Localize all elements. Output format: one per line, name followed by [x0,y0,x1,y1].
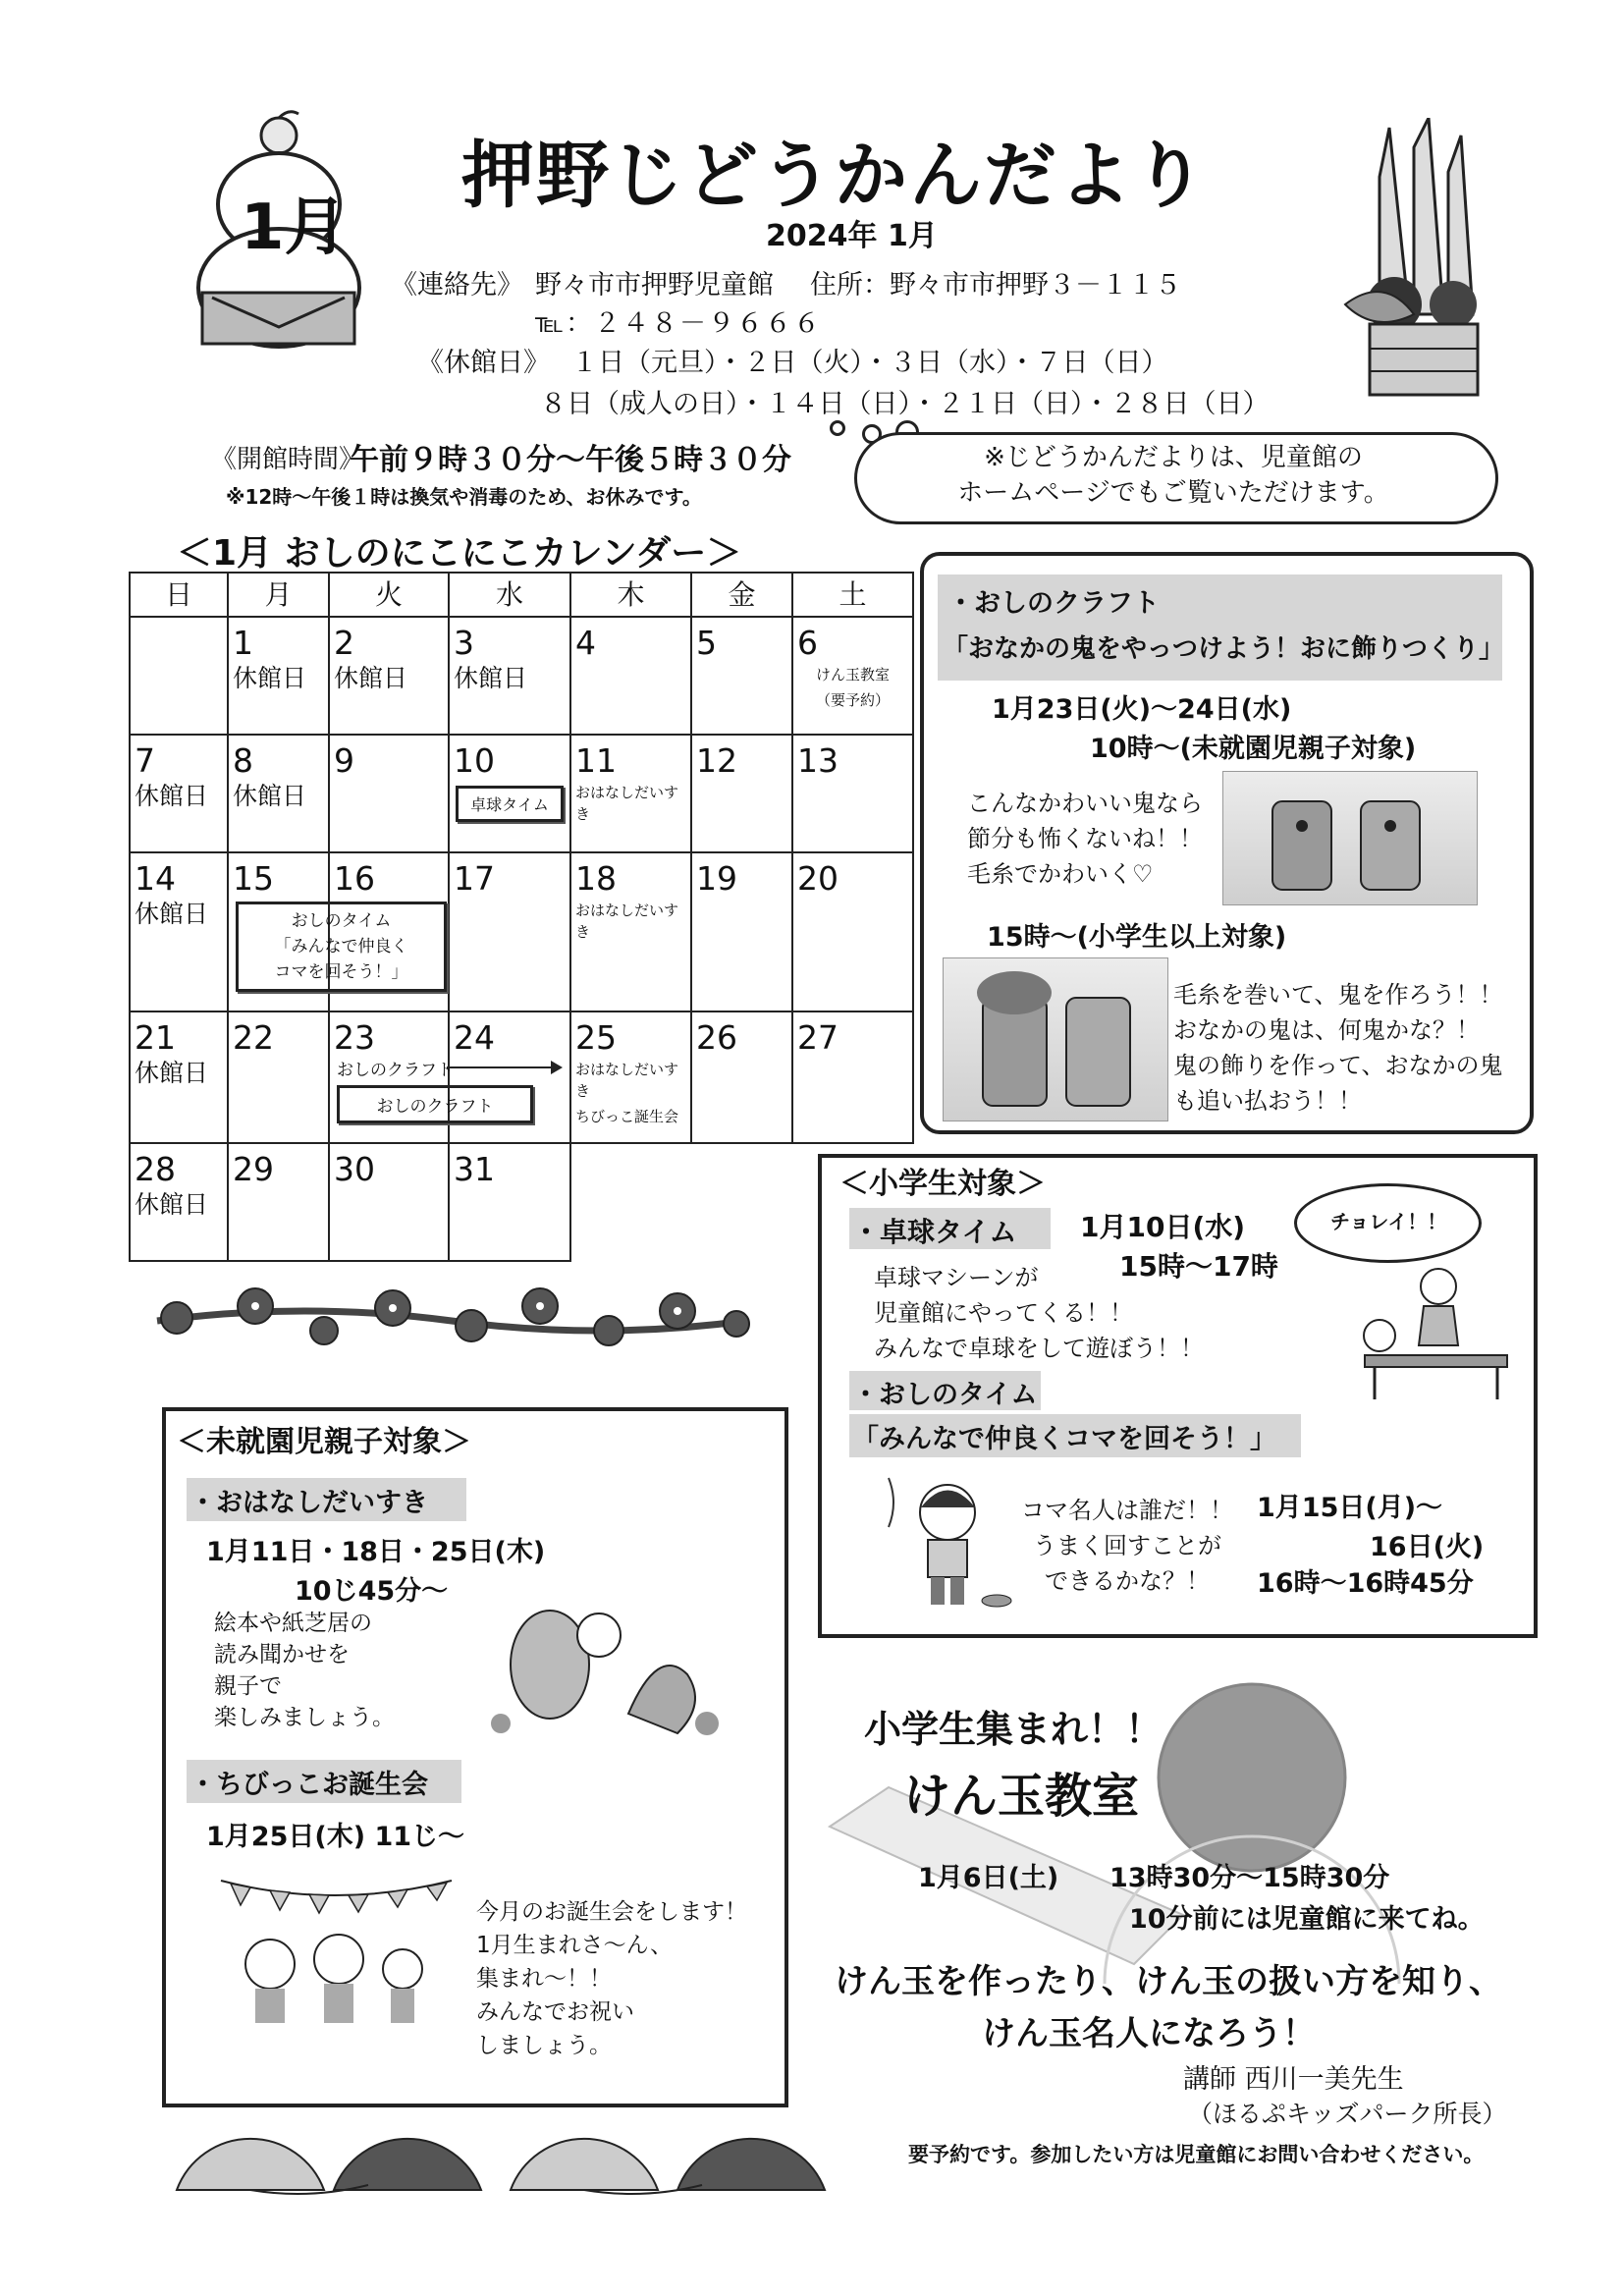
day-number: 20 [797,859,839,898]
koma-text-line: コマ名人は誰だ！！ [1021,1497,1233,1524]
kendama-teacher: 講師 西川一美先生 [1183,2064,1404,2095]
day-number: 26 [696,1018,737,1057]
koma-date2: 16日(火) [1370,1532,1485,1562]
koma-text-line: できるかな？！ [1045,1567,1210,1595]
boy-top-icon [874,1473,1016,1611]
calendar-day-cell [691,1143,792,1261]
day-number: 2 [334,624,354,662]
speech-bubble-text: チョレイ！！ [1330,1210,1447,1233]
kendama-title: けん玉教室 [903,1769,1140,1824]
day-note: 休館日 [135,782,209,810]
day-number: 28 [135,1150,176,1188]
table-tennis-icon [1345,1262,1512,1404]
day-number: 11 [575,741,617,780]
oshino-label: ・おしのタイム [852,1380,1038,1410]
craft-text-line: 鬼の飾りを作って、おなかの鬼 [1173,1052,1503,1079]
plum-branch-icon [147,1277,756,1365]
pingpong-date: 1月10日(水) [1080,1211,1246,1243]
day-note: 休館日 [454,664,528,692]
day-number: 19 [696,859,737,898]
weekday-header: 木 [570,573,691,617]
calendar-day-cell [130,1011,228,1143]
pingpong-text-line: 児童館にやってくる！！ [874,1299,1133,1327]
day-number: 22 [233,1018,274,1057]
weekday-header: 火 [329,573,449,617]
month-badge: 1月 [241,191,348,264]
craft-text-line: 毛糸を巻いて、鬼を作ろう！！ [1173,981,1503,1009]
oni-craft-photo [1222,771,1478,905]
day-number: 18 [575,859,617,898]
kendama-arrive: 10分前には児童館に来てね。 [1129,1904,1485,1935]
day-event: おはなしだいすき [575,784,679,823]
calendar-day-cell [329,1143,449,1261]
closed-days-line2: ８日（成人の日）・１４日（日）・２１日（日）・２８日（日） [540,389,1270,419]
craft-session1: 10時～(未就園児親子対象) [1090,734,1417,764]
day-number: 15 [233,859,274,898]
story-text-line: 楽しみましょう。 [214,1705,395,1730]
closed-days-line1: １日（元旦）・２日（火）・３日（水）・７日（日） [571,348,1168,378]
day-note: 休館日 [233,664,307,692]
day-number: 17 [454,859,495,898]
craft-event-box: おしのクラフト [337,1085,533,1123]
craft-arrow-label: おしのクラフト [337,1061,454,1080]
bday-text-line: みんなでお祝い [476,1999,634,2025]
calendar-day-cell [570,852,691,1011]
web-note [869,440,1478,511]
calendar-day-cell [329,617,449,735]
koma-text-line: うまく回すことが [1033,1532,1221,1559]
craft-text-line: も追い払おう！！ [1173,1087,1362,1115]
bday-text-line: 1月生まれさ～ん、 [476,1933,674,1958]
day-note: 休館日 [334,664,408,692]
day-note: 休館日 [135,900,209,928]
day-number: 12 [696,741,737,780]
calendar-day-cell [792,852,913,1011]
preschool-heading: ＜未就園児親子対象＞ [177,1425,471,1459]
calendar-week-row [130,1143,913,1261]
calendar-day-cell [792,735,913,852]
story-label: ・おはなしだいすき [189,1488,428,1518]
calendar-day-cell [449,852,570,1011]
tel: ℡：２４８－９６６６ [535,308,823,339]
bday-text [476,1895,747,2062]
day-event: けん玉教室 [815,666,890,683]
day-number: 16 [334,859,375,898]
craft-text-line: 節分も怖くないね！！ [967,825,1203,852]
day-number: 24 [454,1018,495,1057]
oni-craft-photo-2 [943,957,1168,1121]
hours-note: ※12時～午後１時は換気や消毒のため、お休みです。 [226,485,702,509]
weekday-header: 日 [130,573,228,617]
calendar-day-cell [792,1011,913,1143]
craft-arrow [447,1058,565,1077]
day-number: 30 [334,1150,375,1188]
kendama-teacher-org: （ほるぷキッズパーク所長） [1188,2100,1507,2128]
day-number: 14 [135,859,176,898]
kendama-date: 1月6日(土) [918,1863,1059,1893]
koma-box-line1: おしのタイム [291,911,392,931]
kendama-slogan1: けん玉を作ったり、けん玉の扱い方を知り、 [835,1962,1502,2001]
calendar-day-cell [449,1143,570,1261]
day-note: 休館日 [135,1190,209,1219]
fan-decoration-icon [157,2102,864,2200]
craft-session2: 15時～(小学生以上対象) [987,922,1287,953]
day-number: 8 [233,741,253,780]
oshino-sub: 「みんなで仲良くコマを回そう！」 [852,1424,1276,1454]
bday-text-line: 今月のお誕生会をします！ [476,1899,747,1925]
elementary-heading: ＜小学生対象＞ [839,1167,1046,1201]
story-text [214,1608,395,1733]
day-number: 21 [135,1018,176,1057]
calendar-day-cell [691,735,792,852]
craft-heading: ・おしのクラフト [947,588,1160,619]
craft-text-line: 毛糸でかわいく♡ [967,860,1154,888]
day-number: 29 [233,1150,274,1188]
day-number: 31 [454,1150,495,1188]
pingpong-text [874,1260,1204,1366]
calendar-week-row [130,617,913,735]
calendar-day-cell [449,617,570,735]
day-event: おはなしだいすき [575,1061,679,1100]
hours-value: 午前９時３０分～午後５時３０分 [350,443,791,477]
calendar-day-cell [570,735,691,852]
calendar-day-cell [228,1143,329,1261]
birthday-kids-icon [211,1866,461,2043]
day-number: 13 [797,741,839,780]
closed-label: 《休館日》 [417,348,550,378]
calendar-day-cell [570,1143,691,1261]
koma-text [1021,1493,1233,1599]
calendar-day-cell [130,1143,228,1261]
day-event: （要予約） [815,691,890,709]
story-text-line: 絵本や紙芝居の [214,1611,372,1636]
kendama-call: 小学生集まれ！！ [864,1708,1163,1751]
calendar-day-cell [228,1011,329,1143]
story-text-line: 親子で [214,1673,282,1699]
kendama-reserve: 要予約です。参加したい方は児童館にお問い合わせください。 [908,2143,1485,2166]
koma-box-line2: 「みんなで仲良く [274,937,408,957]
weekday-header: 金 [691,573,792,617]
pingpong-text-line: 卓球マシーンが [874,1264,1039,1291]
day-event: ちびっこ誕生会 [575,1108,679,1125]
calendar-day-cell [449,735,570,852]
calendar-title: ＜1月 おしのにこにこカレンダー＞ [177,533,742,574]
koma-event-box [236,902,447,992]
craft-text-line: こんなかわいい鬼なら [967,790,1203,817]
day-number: 25 [575,1018,617,1057]
issue-date: 2024年 1月 [766,219,938,253]
bday-label: ・ちびっこお誕生会 [189,1770,428,1800]
weekday-header: 月 [228,573,329,617]
bday-text-line: 集まれ～！！ [476,1966,612,1992]
day-number: 9 [334,741,354,780]
day-number: 27 [797,1018,839,1057]
day-number: 3 [454,624,474,662]
craft-text2 [1173,977,1503,1119]
calendar-day-cell [228,617,329,735]
kendama-time: 13時30分～15時30分 [1109,1863,1390,1893]
kadomatsu-icon [1335,118,1497,398]
day-number: 23 [334,1018,375,1057]
calendar-day-cell [792,617,913,735]
story-time: 10じ45分～ [295,1576,449,1607]
koma-box-line3: コマを回そう！」 [274,962,408,982]
address: 住所：野々市市押野３－１１５ [810,270,1181,301]
calendar-day-cell [130,735,228,852]
day-note: 休館日 [233,782,307,810]
story-date: 1月11日・18日・25日(木) [206,1537,546,1567]
day-number: 4 [575,624,596,662]
bday-text-line: しましょう。 [476,2033,612,2058]
craft-subtitle: 「おなかの鬼をやっつけよう！おに飾りつくり」 [943,634,1505,664]
craft-date: 1月23日(火)～24日(水) [992,694,1292,725]
weekday-header: 水 [449,573,570,617]
calendar-day-cell [130,617,228,735]
bday-date: 1月25日(木) 11じ～ [206,1822,465,1852]
page-title: 押野じどうかんだより [461,134,1208,218]
calendar-day-cell [691,1011,792,1143]
web-note-line2: ホームページでもご覧いただけます。 [957,478,1389,508]
calendar-week-row [130,735,913,852]
kendama-slogan2: けん玉名人になろう！ [982,2014,1316,2053]
day-note: 休館日 [135,1059,209,1087]
calendar-day-cell [570,617,691,735]
pingpong-text-line: みんなで卓球をして遊ぼう！！ [874,1335,1204,1362]
story-text-line: 読み聞かせを [214,1642,350,1667]
animals-story-icon [461,1576,731,1748]
koma-time: 16時～16時45分 [1257,1568,1474,1599]
hours-label: 《開館時間》 [211,445,365,474]
calendar-day-cell [570,1011,691,1143]
calendar-day-cell [329,735,449,852]
day-number: 5 [696,624,717,662]
calendar-day-cell [691,852,792,1011]
calendar-day-cell [228,735,329,852]
calendar-day-cell [130,852,228,1011]
weekday-row [130,573,913,617]
craft-text-line: おなかの鬼は、何鬼かな？！ [1173,1016,1480,1044]
day-number: 6 [797,624,818,662]
contact-label: 《連絡先》 [391,270,523,301]
day-number: 7 [135,741,155,780]
day-number: 10 [454,741,495,780]
pingpong-time: 15時～17時 [1119,1250,1278,1283]
web-note-line1: ※じどうかんだよりは、児童館の [984,443,1363,472]
koma-date1: 1月15日(月)～ [1257,1493,1443,1523]
craft-text1 [967,786,1203,892]
day-event: おはなしだいすき [575,902,679,941]
calendar-day-cell [691,617,792,735]
pingpong-label: ・卓球タイム [852,1216,1017,1248]
bubble-dot [830,420,845,436]
weekday-header: 土 [792,573,913,617]
day-number: 1 [233,624,253,662]
pingpong-event-box: 卓球タイム [456,786,564,822]
facility-name: 野々市市押野児童館 [535,270,774,301]
